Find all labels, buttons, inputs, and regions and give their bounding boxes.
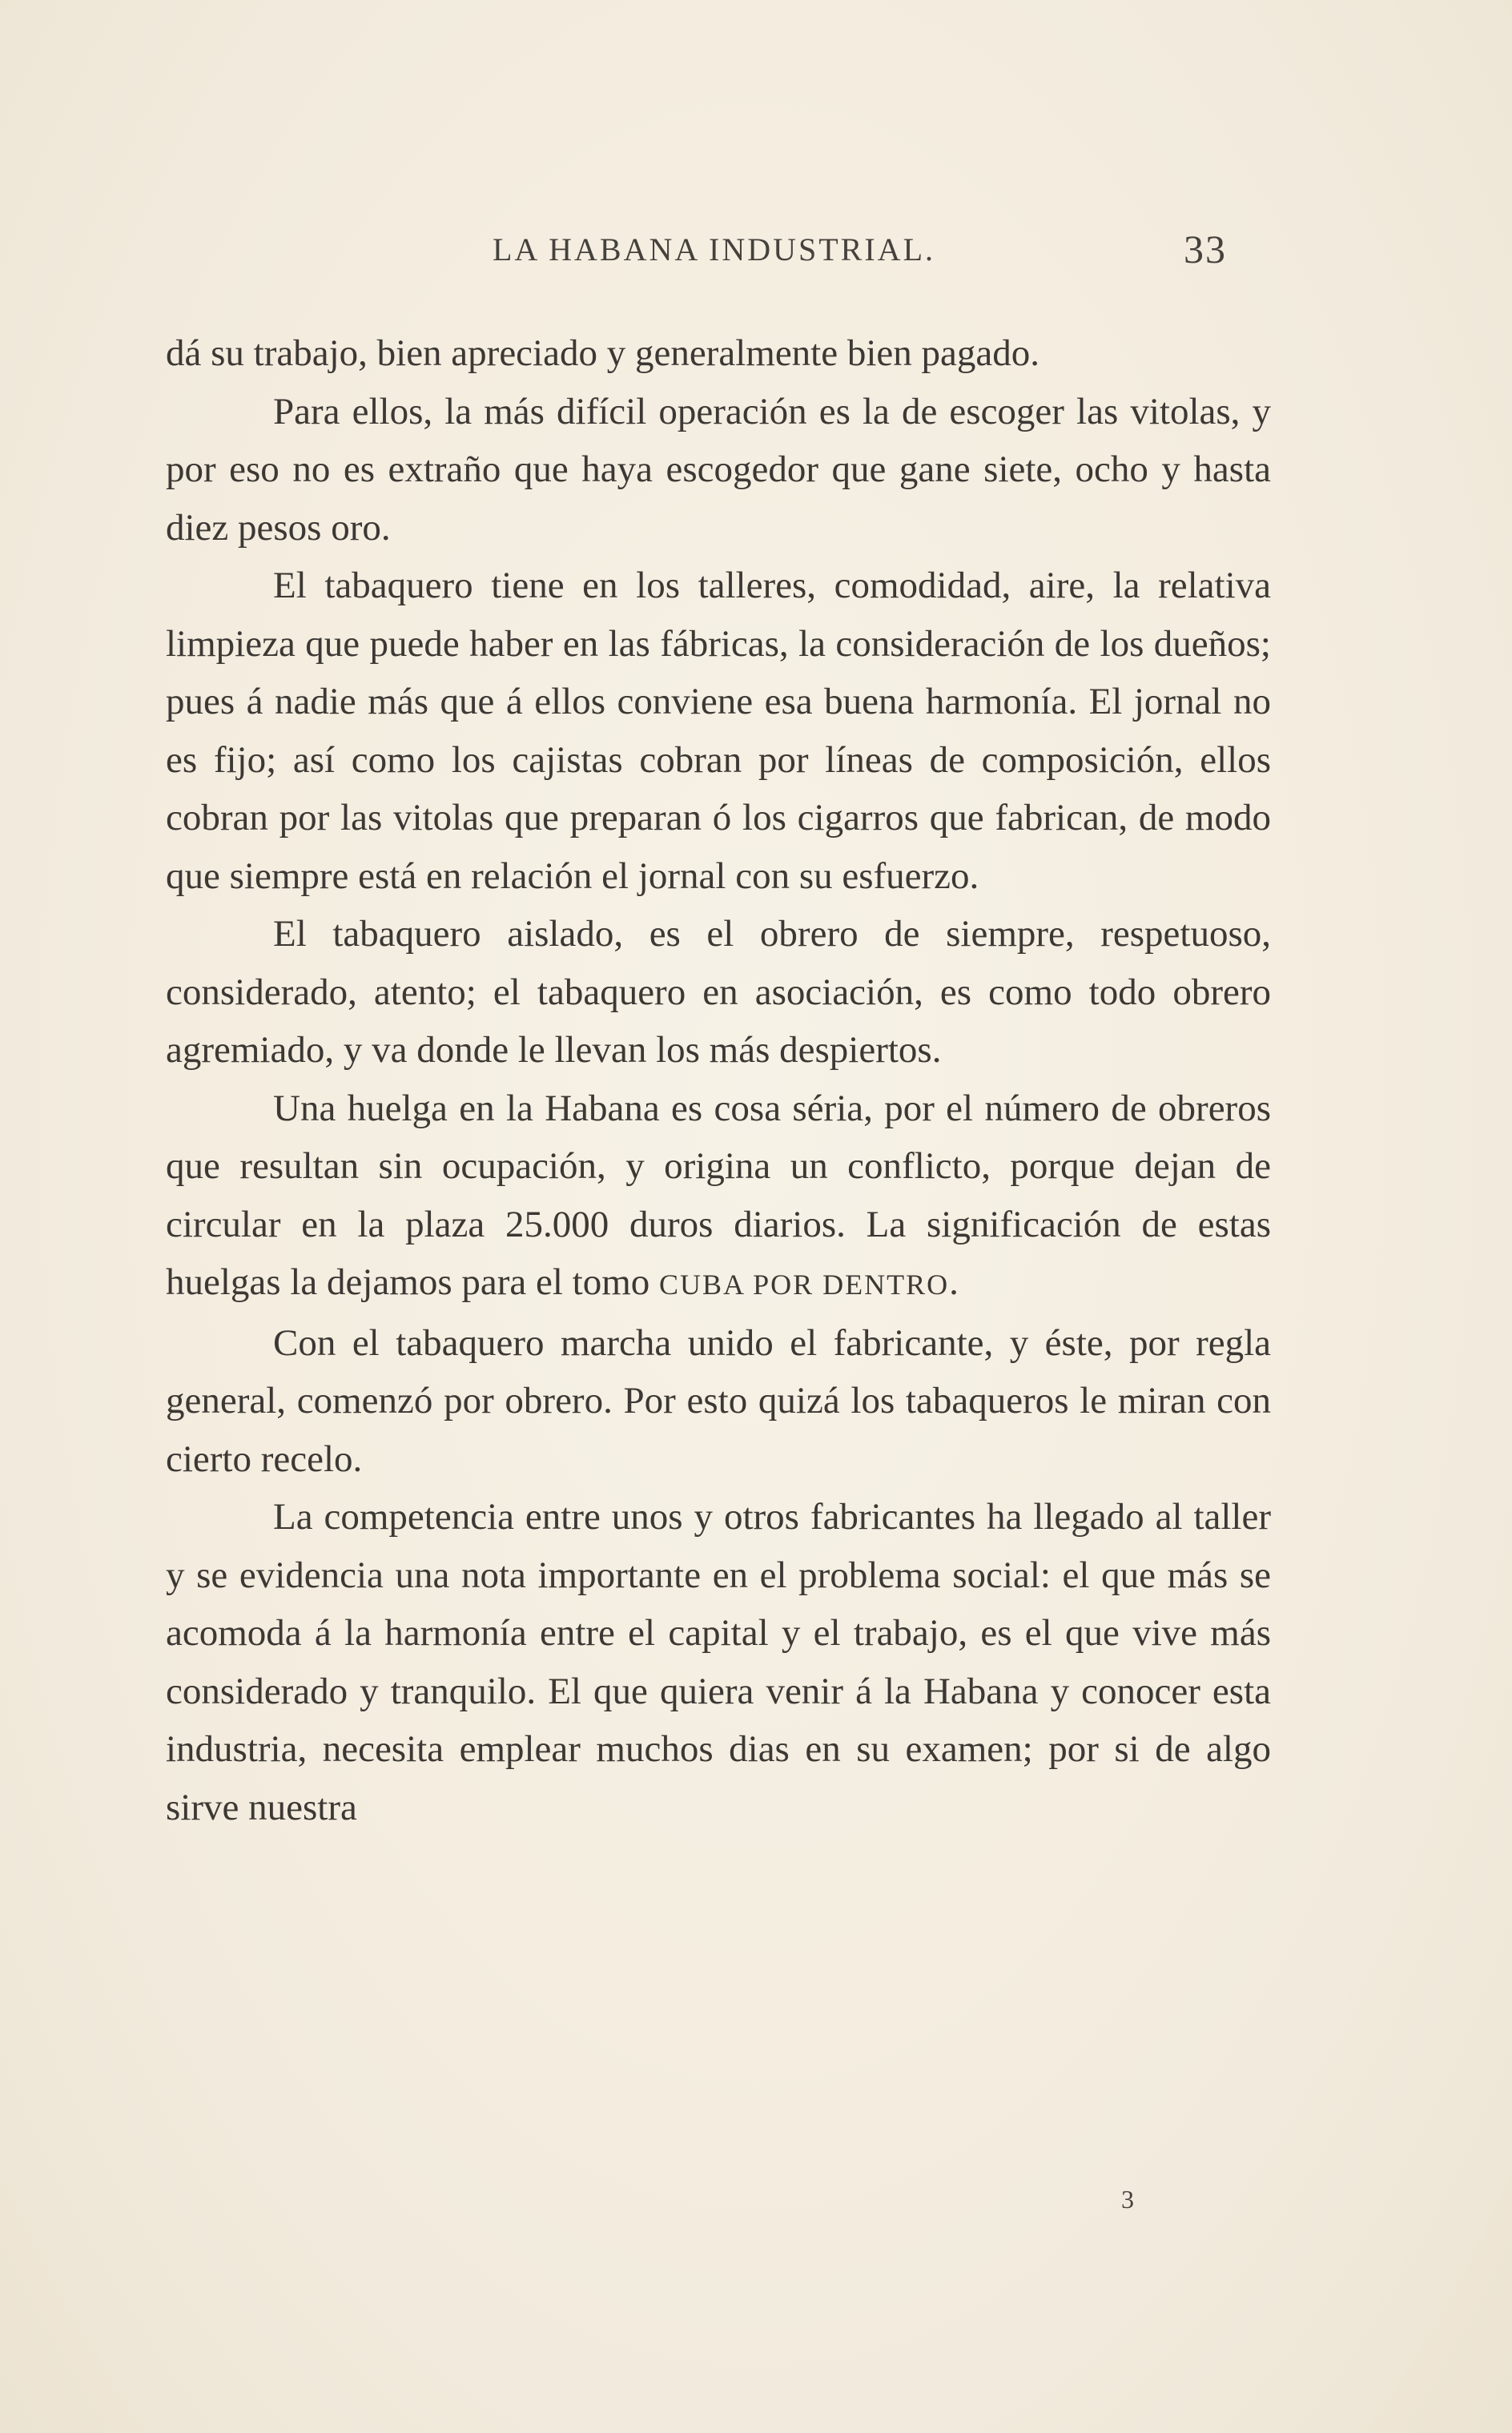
signature-mark: 3 (1121, 2185, 1134, 2214)
body-text (166, 324, 1271, 1836)
paragraph-2: Para ellos, la más difícil operación es la de escoger las vitolas, y por eso no es extraño que haya escogedor que gane siete, ocho y hasta diez pesos oro. (166, 390, 1271, 549)
book-title-smallcaps: CUBA POR DENTRO (659, 1269, 950, 1301)
paragraph-1: dá su trabajo, bien apreciado y generalmente bien pagado. (166, 332, 1040, 374)
paragraph-5-text: Una huelga en la Habana es cosa séria, por el número de obreros que resultan sin ocupación, y origina un conflicto, porque dejan de circular en la plaza 25.000 duros diarios. La significación de estas huelgas la dejamos para el tomo (166, 1087, 1271, 1303)
paragraph-3: El tabaquero tiene en los talleres, comodidad, aire, la relativa limpieza que puede haber en las fábricas, la consideración de los dueños; pues á nadie más que á ellos conviene esa buena harmonía. El jornal no es fijo; así como los cajistas cobran por líneas de composición, ellos cobran por las vitolas que preparan ó los cigarros que fabrican, de modo que siempre está en relación el jornal con su esfuerzo. (166, 565, 1271, 897)
running-title: LA HABANA INDUSTRIAL. (493, 231, 935, 267)
running-head (164, 227, 1261, 279)
paragraph-5-end: . (949, 1261, 959, 1303)
paragraph-5 (166, 1080, 1271, 1314)
paragraph-4: El tabaquero aislado, es el obrero de siempre, respetuoso, considerado, atento; el tabaquero en asociación, es como todo obrero agremiado, y va donde le llevan los más despiertos. (166, 913, 1271, 1071)
paragraph-6: Con el tabaquero marcha unido el fabricante, y éste, por regla general, comenzó por obrero. Por esto quizá los tabaqueros le miran con cierto recelo. (166, 1321, 1271, 1480)
paragraph-7: La competencia entre unos y otros fabricantes ha llegado al taller y se evidencia una nota importante en el problema social: el que más se acomoda á la harmonía entre el capital y el trabajo, es el que vive más considerado y tranquilo. El que quiera venir á la Habana y conocer esta industria, necesita emplear muchos dias en su examen; por si de algo sirve nuestra (166, 1496, 1271, 1828)
page-number: 33 (1184, 227, 1227, 271)
